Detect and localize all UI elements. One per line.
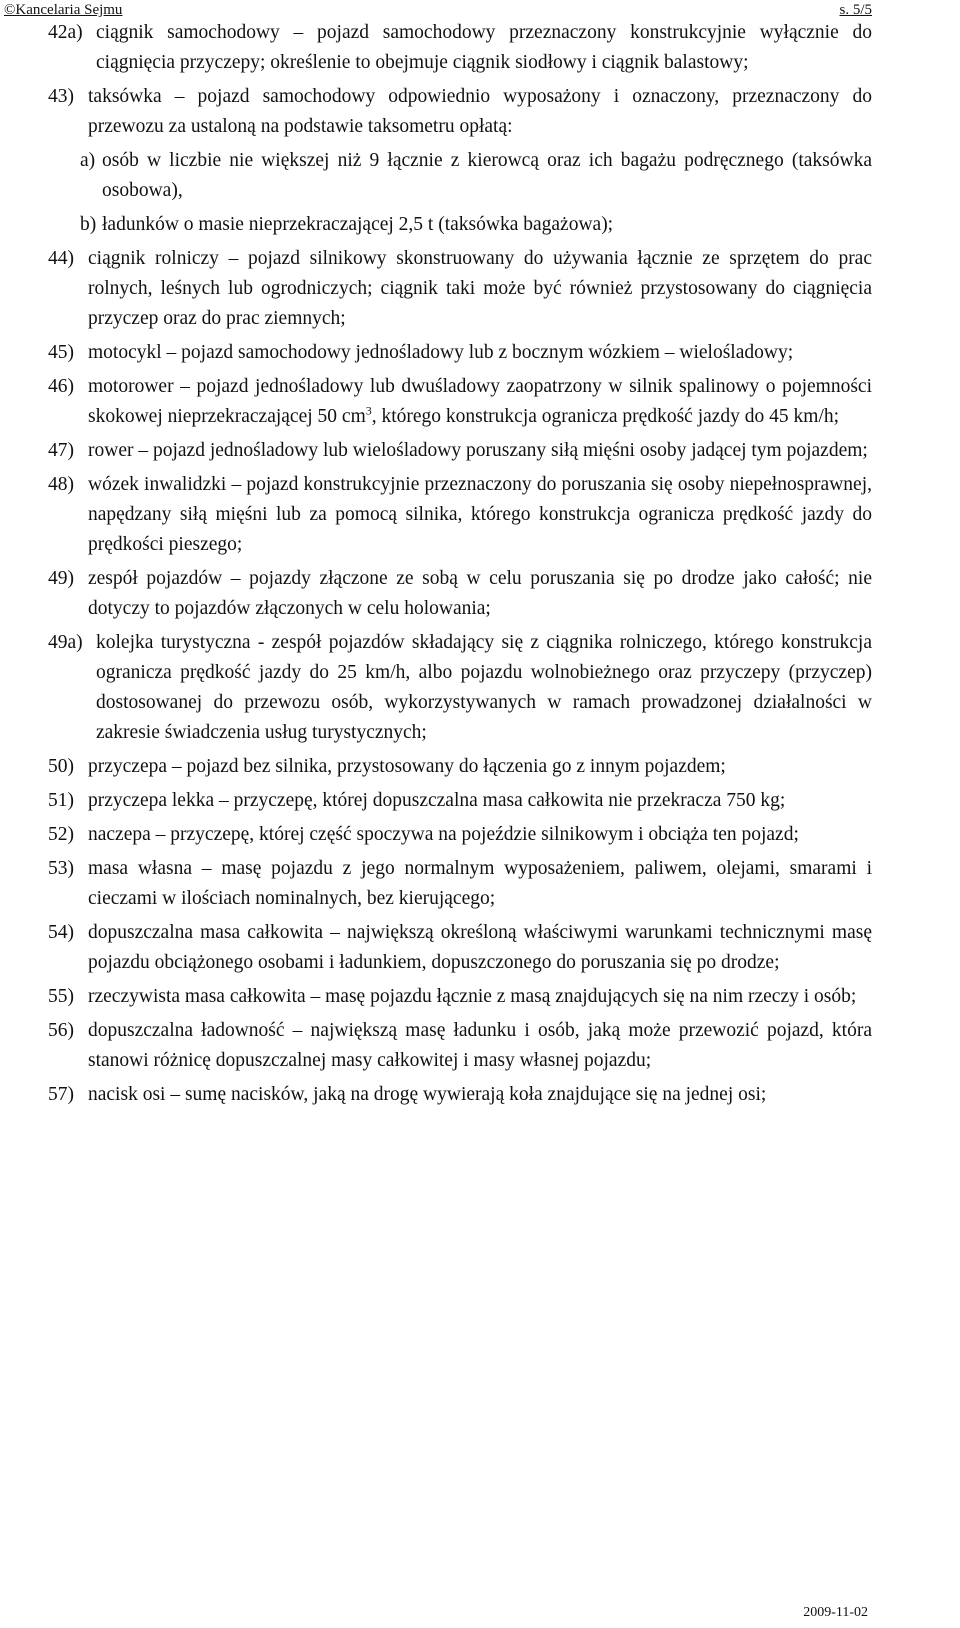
definition-item	[48, 18, 872, 78]
item-text: zespół pojazdów – pojazdy złączone ze sobą w celu poruszania się po drodze jako całość; nie dotyczy to pojazdów złączonych w celu holowania;	[88, 568, 872, 619]
definition-item	[48, 338, 872, 368]
definition-item	[48, 918, 872, 978]
definition-subitem	[80, 146, 872, 206]
page-number: s. 5/5	[839, 2, 872, 18]
item-number: 52)	[48, 824, 74, 845]
item-text: ciągnik rolniczy – pojazd silnikowy skonstruowany do używania łącznie ze sprzętem do prac rolnych, leśnych lub ogrodniczych; ciągnik taki może być również przystosowany do ciągnięcia przyczep oraz do prac ziemnych;	[88, 248, 872, 329]
item-number: 51)	[48, 790, 74, 811]
item-text: przyczepa lekka – przyczepę, której dopuszczalna masa całkowita nie przekracza 750 kg;	[88, 790, 786, 811]
item-number: 48)	[48, 474, 74, 495]
item-text: rzeczywista masa całkowita – masę pojazdu łącznie z masą znajdujących się na nim rzeczy i osób;	[88, 986, 857, 1007]
item-number: 47)	[48, 440, 74, 461]
definition-item	[48, 436, 872, 466]
definition-item	[48, 982, 872, 1012]
definition-item	[48, 1016, 872, 1076]
definition-item	[48, 820, 872, 850]
item-text: nacisk osi – sumę nacisków, jaką na drogę wywierają koła znajdujące się na jednej osi;	[88, 1084, 767, 1105]
definition-item	[48, 244, 872, 334]
subitem-text: ładunków o masie nieprzekraczającej 2,5 t (taksówka bagażowa);	[102, 214, 614, 235]
item-text: przyczepa – pojazd bez silnika, przystosowany do łączenia go z innym pojazdem;	[88, 756, 726, 777]
subitem-text: osób w liczbie nie większej niż 9 łącznie z kierowcą oraz ich bagażu podręcznego (taksówka osobowa),	[102, 150, 872, 201]
definition-item	[48, 1080, 872, 1110]
item-number: 45)	[48, 342, 74, 363]
page-footer	[803, 1604, 868, 1622]
definition-item	[48, 752, 872, 782]
item-text: ciągnik samochodowy – pojazd samochodowy przeznaczony konstrukcyjnie wyłącznie do ciągnięcia przyczepy; określenie to obejmuje ciągnik siodłowy i ciągnik balastowy;	[96, 22, 872, 73]
item-text: motocykl – pojazd samochodowy jednośladowy lub z bocznym wózkiem – wielośladowy;	[88, 342, 794, 363]
superscript: 3	[365, 403, 372, 418]
document-body	[48, 18, 872, 1114]
definition-subitem	[80, 210, 872, 240]
item-number: 50)	[48, 756, 74, 777]
definition-item	[48, 564, 872, 624]
item-number: 44)	[48, 248, 74, 269]
definition-item	[48, 470, 872, 560]
item-text: taksówka – pojazd samochodowy odpowiednio wyposażony i oznaczony, przeznaczony do przewozu za ustaloną na podstawie taksometru opłatą:	[88, 86, 872, 137]
item-text-part: , którego konstrukcja ogranicza prędkość jazdy do 45 km/h;	[371, 406, 840, 427]
item-text: wózek inwalidzki – pojazd konstrukcyjnie przeznaczony do poruszania się osoby niepełnosprawnej, napędzany siłą mięśni lub za pomocą silnika, którego konstrukcja ogranicza prędkość jazdy do prędkości pieszego;	[88, 474, 872, 555]
page-header	[4, 0, 872, 20]
item-number: 42a)	[48, 22, 83, 43]
item-number: 46)	[48, 376, 74, 397]
item-text: dopuszczalna masa całkowita – największą określoną właściwymi warunkami technicznymi masę pojazdu obciążonego osobami i ładunkiem, dopuszczonego do poruszania się po drodze;	[88, 922, 872, 973]
definition-item	[48, 372, 872, 432]
definition-item	[48, 628, 872, 748]
item-number: 54)	[48, 922, 74, 943]
item-text: kolejka turystyczna - zespół pojazdów składający się z ciągnika rolniczego, którego konstrukcja ogranicza prędkość jazdy do 25 km/h, albo pojazdu wolnobieżnego oraz przyczepy (przyczep) dostosowanej do przewozu osób, wykorzystywanych w ramach prowadzonej działalności w zakresie świadczenia usług turystycznych;	[96, 632, 872, 743]
item-number: 53)	[48, 858, 74, 879]
item-number: 49a)	[48, 632, 83, 653]
definition-item	[48, 82, 872, 142]
item-text-part: motorower – pojazd jednośladowy lub dwuśladowy zaopatrzony w silnik spalinowy o pojemności skokowej nieprzekraczającej 50 cm	[88, 376, 872, 427]
item-text: naczepa – przyczepę, której część spoczywa na pojeździe silnikowym i obciąża ten pojazd;	[88, 824, 799, 845]
item-number: 49)	[48, 568, 74, 589]
item-text: masa własna – masę pojazdu z jego normalnym wyposażeniem, paliwem, olejami, smarami i cieczami w ilościach nominalnych, bez kierującego;	[88, 858, 872, 909]
item-text: dopuszczalna ładowność – największą masę ładunku i osób, jaką może przewozić pojazd, która stanowi różnicę dopuszczalnej masy całkowitej i masy własnej pojazdu;	[88, 1020, 872, 1071]
document-date: 2009-11-02	[803, 1605, 868, 1620]
item-text	[88, 372, 872, 432]
item-number: 57)	[48, 1084, 74, 1105]
item-number: 43)	[48, 86, 74, 107]
item-text: rower – pojazd jednośladowy lub wielośladowy poruszany siłą mięśni osoby jadącej tym pojazdem;	[88, 440, 868, 461]
subitem-letter: b)	[80, 214, 97, 235]
subitem-letter: a)	[80, 150, 96, 171]
definition-item	[48, 786, 872, 816]
item-number: 56)	[48, 1020, 74, 1041]
publisher-label: ©Kancelaria Sejmu	[4, 2, 123, 18]
item-number: 55)	[48, 986, 74, 1007]
definition-item	[48, 854, 872, 914]
